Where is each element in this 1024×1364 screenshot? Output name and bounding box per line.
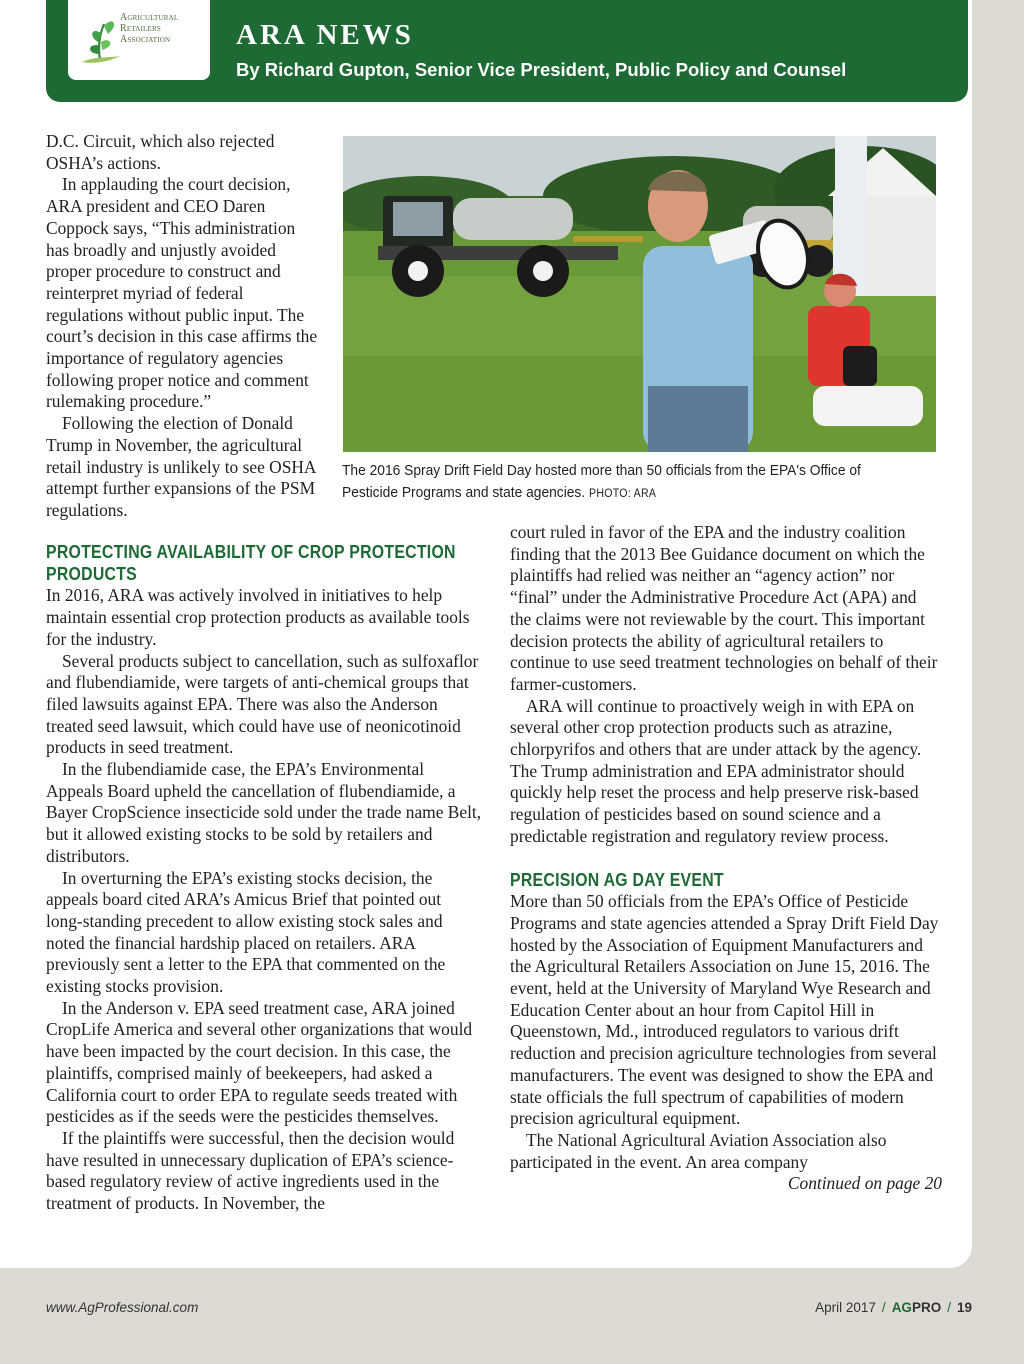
photo-field-day-icon bbox=[343, 136, 936, 452]
folio bbox=[815, 1300, 972, 1315]
paragraph: If the plaintiffs were successful, then the decision would have resulted in unnecessary duplication of EPA’s science-based regulatory review of active ingredients used in the treatment of products. In November, the bbox=[46, 1127, 455, 1214]
paragraph: In applauding the court decision, ARA president and CEO Daren Coppock says, “This administration has broadly and unjustly avoided proper procedure to construct and reinterpret myriad of federal regulations without public input. The court’s decision in this case affirms the importance of regulatory agencies following proper notice and comment rulemaking procedure.” bbox=[46, 174, 318, 412]
logo-line: Agricultural bbox=[120, 12, 179, 23]
paragraph: D.C. Circuit, which also rejected OSHA’s actions. bbox=[46, 131, 275, 173]
paragraph: In overturning the EPA’s existing stocks decision, the appeals board cited ARA’s Amicus Brief that pointed out long-standing precedent to allow existing stock sales and noted the financial hardship placed on retailers. ARA previously sent a letter to the EPA that commented on the existing stocks provision. bbox=[46, 867, 446, 997]
photo-caption bbox=[342, 460, 894, 505]
folio-separator: / bbox=[947, 1300, 951, 1315]
paragraph: In the flubendiamide case, the EPA’s Environmental Appeals Board upheld the cancellation of flubendiamide, a Bayer CropScience insecticide sold under the trade name Belt, but it allowed existing stocks to be sold by retailers and distributors. bbox=[46, 759, 482, 866]
paragraph: In 2016, ARA was actively involved in initiatives to help maintain essential crop protection products as available tools for the industry. bbox=[46, 585, 470, 649]
column-right bbox=[510, 522, 942, 1195]
brand-pro: PRO bbox=[911, 1300, 942, 1315]
paragraph: Following the election of Donald Trump in November, the agricultural retail industry is unlikely to see OSHA attempt further expansions of the PSM regulations. bbox=[46, 413, 316, 520]
website-link[interactable]: www.AgProfessional.com bbox=[46, 1300, 199, 1315]
photo-credit: PHOTO: ARA bbox=[589, 488, 657, 500]
logo-wordmark bbox=[120, 12, 208, 45]
logo-line: Association bbox=[120, 34, 171, 45]
paragraph: More than 50 officials from the EPA’s Office of Pesticide Programs and state agencies attended a Spray Drift Field Day hosted by the Association of Equipment Manufacturers and the Agricultural Retailers Association on June 15, 2016. The event, held at the University of Maryland Wye Research and Education Center about an hour from Capitol Hill in Queenstown, Md., introduced regulators to various drift reduction and precision agriculture technologies from several manufacturers. The event was designed to show the EPA and state officials the full spectrum of capabilities of modern precision agricultural equipment. bbox=[510, 891, 939, 1129]
field-day-photo bbox=[343, 136, 936, 452]
paragraph: The National Agricultural Aviation Association also participated in the event. An area company bbox=[510, 1129, 887, 1172]
paragraph: ARA will continue to proactively weigh in with EPA on several other crop protection products such as atrazine, chlorpyrifos and others that are under attack by the agency. The Trump administration and EPA administrator should quickly help reset the process and help preserve risk-based regulation of pesticides based on sound science and a predictable registration and regulatory review process. bbox=[510, 695, 922, 846]
section-heading: PRECISION AG DAY EVENT bbox=[510, 869, 724, 890]
magazine-brand bbox=[892, 1300, 942, 1315]
leaf-logo-icon bbox=[78, 12, 122, 68]
continued-note: Continued on page 20 bbox=[787, 1173, 942, 1194]
logo-line: Retailers bbox=[120, 23, 161, 34]
column-left-top bbox=[46, 131, 322, 522]
ara-news-banner bbox=[46, 0, 968, 102]
column-left-bottom bbox=[46, 542, 482, 1215]
paragraph: Several products subject to cancellation, such as sulfoxaflor and flubendiamide, were targets of anti-chemical groups that filed lawsuits against EPA. There was also the Anderson treated seed lawsuit, which could have use of neonicotinoid products in seed treatment. bbox=[46, 650, 479, 758]
caption-text: The 2016 Spray Drift Field Day hosted more than 50 officials from the EPA's Office of Pesticide Programs and state agencies. bbox=[342, 462, 861, 501]
folio-separator: / bbox=[881, 1300, 886, 1315]
author-byline: By Richard Gupton, Senior Vice President, Public Policy and Counsel bbox=[236, 59, 847, 80]
section-title: ARA NEWS bbox=[236, 19, 414, 51]
issue-date: April 2017 bbox=[815, 1300, 876, 1315]
spacer bbox=[510, 848, 942, 870]
paragraph: court ruled in favor of the EPA and the industry coalition finding that the 2013 Bee Guidance document on which the plaintiffs had relied was neither an “agency action” nor “final” under the Administrative Procedure Act (APA) and the claims were not reviewable by the court. This important decision protects the ability of agricultural retailers to continue to use seed treatment technologies on behalf of their farmer-customers. bbox=[510, 522, 938, 694]
paragraph: In the Anderson v. EPA seed treatment case, ARA joined CropLife America and several other organizations that would have been impacted by the court decision. In this case, the plaintiffs, comprised mainly of beekeepers, had asked a California court to order EPA to regulate seeds treated with pesticides as if the seeds were the pesticides themselves. bbox=[46, 997, 473, 1127]
page-number: 19 bbox=[956, 1300, 972, 1315]
section-heading: PROTECTING AVAILABILITY OF CROP PROTECTION PRODUCTS bbox=[46, 542, 456, 584]
brand-ag: AG bbox=[891, 1300, 912, 1315]
ara-logo bbox=[68, 0, 210, 80]
